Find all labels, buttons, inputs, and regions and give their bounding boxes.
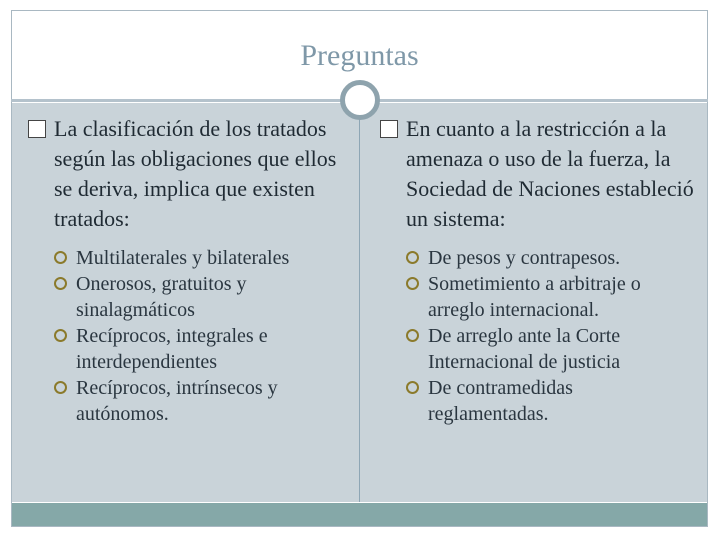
right-lead-paragraph [380, 114, 698, 234]
list-item [28, 375, 348, 427]
ring-bullet-icon [53, 380, 68, 395]
list-item-text: Multilaterales y bilaterales [76, 247, 290, 269]
left-sub-list [28, 245, 348, 427]
list-item-text: Recíprocos, intrínsecos y autónomos. [76, 377, 278, 425]
list-item [380, 245, 698, 271]
list-item [380, 375, 698, 427]
list-item [28, 245, 348, 271]
ring-bullet-icon [405, 328, 420, 343]
column-divider [359, 119, 360, 502]
list-item-text: Onerosos, gratuitos y sinalagmáticos [76, 273, 247, 321]
ring-bullet-icon [405, 380, 420, 395]
list-item [380, 271, 698, 323]
list-item-text: Sometimiento a arbitraje o arreglo internacional. [428, 273, 641, 321]
list-item [28, 323, 348, 375]
list-item [380, 323, 698, 375]
ring-bullet-icon [53, 250, 68, 265]
left-lead-text: La clasificación de los tratados según las obligaciones que ellos se deriva, implica que existen tratados: [54, 116, 337, 231]
left-column [28, 114, 348, 427]
list-item-text: De arreglo ante la Corte Internacional de justicia [428, 325, 621, 373]
list-item [28, 271, 348, 323]
slide-title: Preguntas [300, 39, 419, 72]
ring-bullet-icon [53, 328, 68, 343]
ring-bullet-icon [53, 276, 68, 291]
right-lead-text: En cuanto a la restricción a la amenaza o uso de la fuerza, la Sociedad de Naciones estableció un sistema: [406, 116, 694, 231]
missing-glyph-icon [28, 120, 46, 138]
list-item-text: De pesos y contrapesos. [428, 247, 621, 269]
right-column [380, 114, 698, 427]
right-sub-list [380, 245, 698, 427]
list-item-text: Recíprocos, integrales e interdependientes [76, 325, 268, 373]
list-item-text: De contramedidas reglamentadas. [428, 377, 573, 425]
ring-bullet-icon [405, 276, 420, 291]
missing-glyph-icon [380, 120, 398, 138]
ring-bullet-icon [405, 250, 420, 265]
left-lead-paragraph [28, 114, 348, 234]
footer-band [12, 503, 707, 526]
